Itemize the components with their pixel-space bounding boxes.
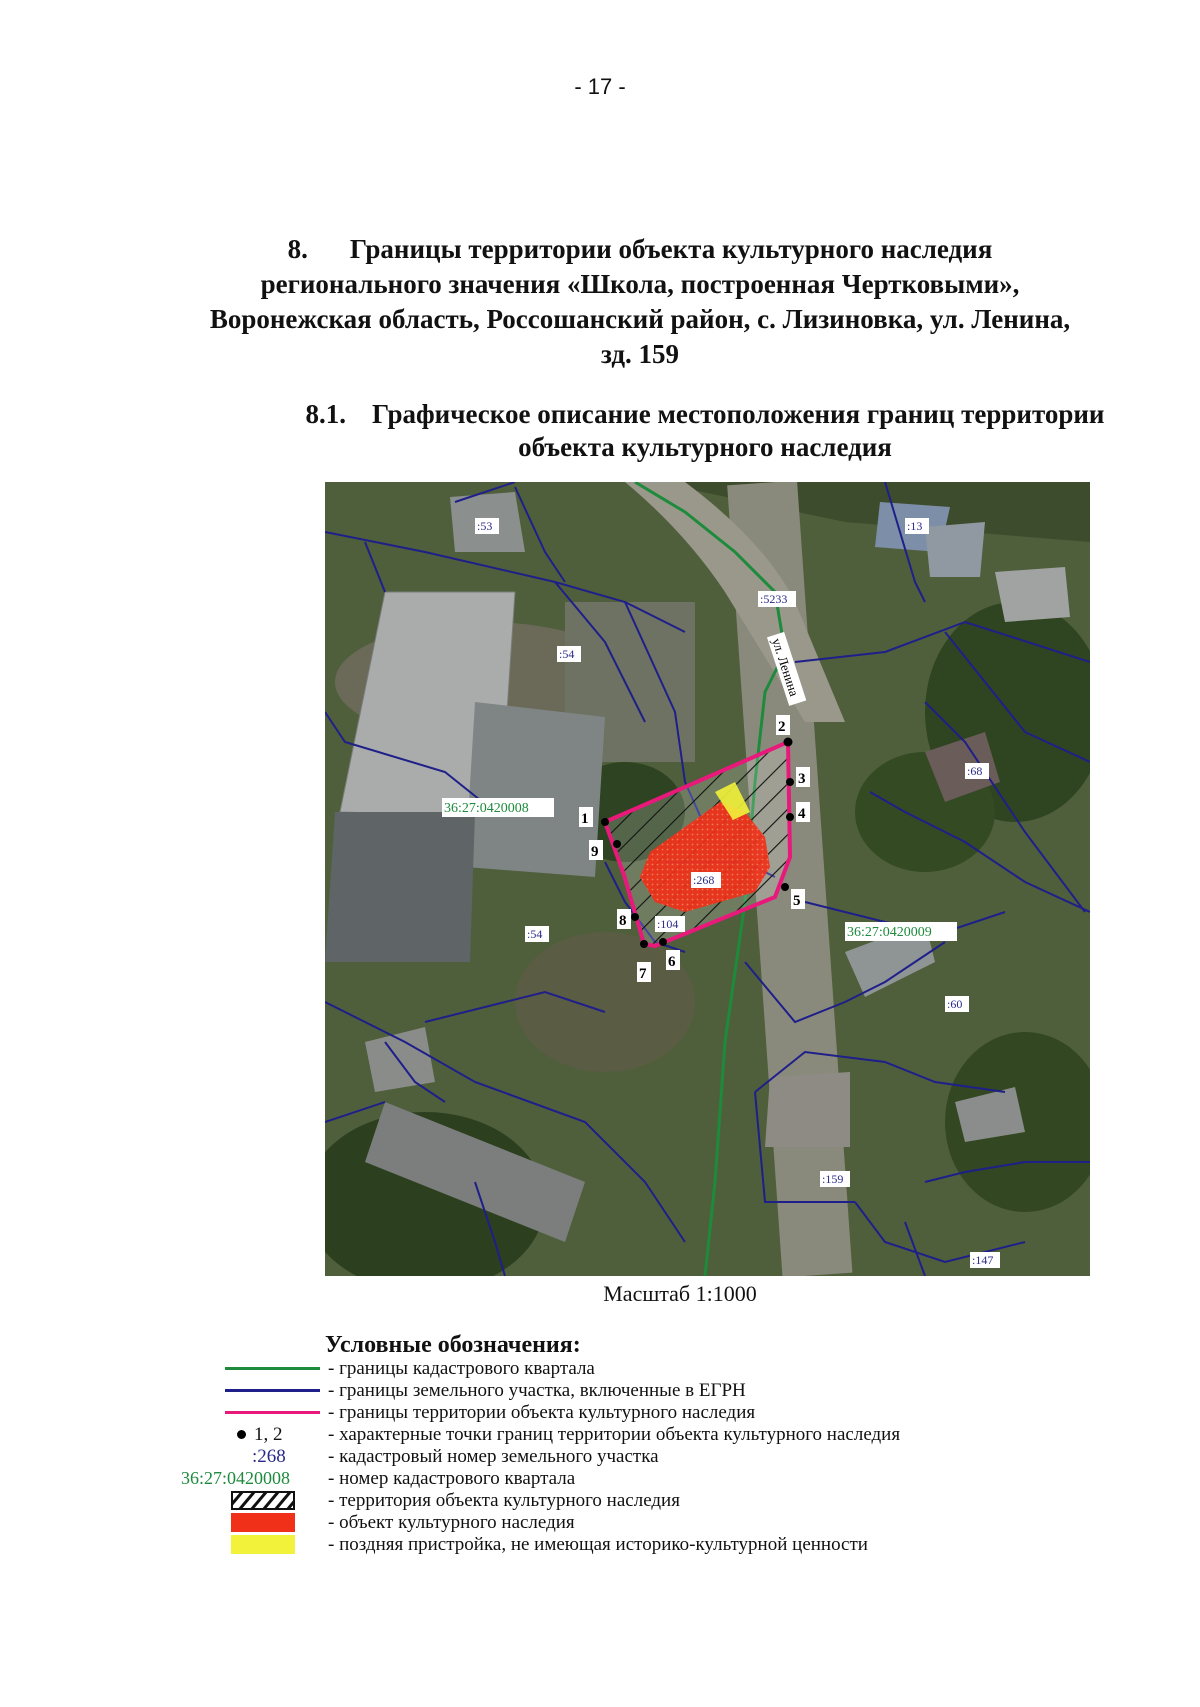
navy-line-swatch bbox=[225, 1389, 320, 1392]
point-label-7: 7 bbox=[639, 966, 647, 982]
title-line-4: зд. 159 bbox=[600, 339, 680, 369]
legend-item-late-extension: - поздняя пристройка, не имеющая историко-культурной ценности bbox=[190, 1534, 1190, 1556]
legend-item-parcel-boundary: - границы земельного участка, включенные в ЕГРН bbox=[190, 1380, 1190, 1402]
legend-item-quarter-boundary: - границы кадастрового квартала bbox=[190, 1358, 1190, 1380]
subtitle-line-1: Графическое описание местоположения границ территории bbox=[372, 399, 1105, 429]
point-label-1: 1 bbox=[581, 811, 589, 827]
legend-item-points: 1, 2 - характерные точки границ территории объекта культурного наследия bbox=[190, 1424, 1190, 1446]
point-7 bbox=[640, 940, 648, 948]
point-label-4: 4 bbox=[798, 806, 806, 822]
legend-item-heritage-boundary: - границы территории объекта культурного наследия bbox=[190, 1402, 1190, 1424]
map-scale: Масштаб 1:1000 bbox=[603, 1281, 757, 1306]
point-label-6: 6 bbox=[668, 954, 676, 970]
point-1 bbox=[601, 818, 609, 826]
legend-item-parcel-number: :268 - кадастровый номер земельного участка bbox=[252, 1446, 659, 1467]
point-label-2: 2 bbox=[778, 719, 786, 735]
legend-title: Условные обозначения: bbox=[325, 1332, 581, 1358]
parcel-label-68: :68 bbox=[967, 764, 983, 778]
red-swatch bbox=[231, 1513, 295, 1532]
point-label-5: 5 bbox=[793, 893, 801, 909]
point-3 bbox=[786, 778, 794, 786]
parcel-label-54a: :54 bbox=[559, 647, 575, 661]
green-line-swatch bbox=[225, 1367, 320, 1370]
quarter-label-0420009: 36:27:0420009 bbox=[847, 925, 932, 940]
point-2 bbox=[784, 738, 793, 747]
point-8 bbox=[631, 913, 639, 921]
subsection-number: 8.1. bbox=[305, 399, 346, 429]
quarter-label-0420008: 36:27:0420008 bbox=[444, 801, 529, 816]
page-number: - 17 - bbox=[574, 74, 626, 99]
parcel-label-13: :13 bbox=[907, 519, 923, 533]
parcel-label-268: :268 bbox=[693, 873, 715, 887]
parcel-label-104: :104 bbox=[657, 917, 679, 931]
point-9 bbox=[613, 840, 621, 848]
title-line-1: Границы территории объекта культурного наследия bbox=[349, 234, 993, 264]
magenta-line-swatch bbox=[225, 1411, 320, 1414]
parcel-label-54b: :54 bbox=[527, 927, 543, 941]
subsection-title bbox=[270, 398, 1140, 464]
title-line-3: Воронежская область, Россошанский район, с. Лизиновка, ул. Ленина, bbox=[209, 304, 1071, 334]
point-label-8: 8 bbox=[619, 913, 627, 929]
parcel-label-147: :147 bbox=[972, 1253, 994, 1267]
parcel-label-60: :60 bbox=[947, 997, 963, 1011]
point-5 bbox=[781, 883, 789, 891]
subtitle-line-2: объекта культурного наследия bbox=[518, 432, 892, 462]
parcel-label-5233: :5233 bbox=[760, 592, 788, 606]
hatch-swatch bbox=[231, 1491, 295, 1510]
yellow-swatch bbox=[231, 1535, 295, 1554]
point-icon bbox=[237, 1430, 246, 1439]
title-line-2: регионального значения «Школа, построенная Чертковыми», bbox=[260, 269, 1020, 299]
legend-item-heritage-object: - объект культурного наследия bbox=[190, 1512, 1190, 1534]
section-number: 8. bbox=[287, 234, 308, 264]
street-label: ул. Ленина bbox=[769, 636, 802, 699]
cadastral-map bbox=[325, 482, 1090, 1276]
point-label-9: 9 bbox=[591, 844, 599, 860]
legend-item-quarter-number: 36:27:0420008 - номер кадастрового квартала bbox=[181, 1468, 576, 1489]
parcel-label-53: :53 bbox=[477, 519, 493, 533]
legend-item-heritage-territory: - территория объекта культурного наследия bbox=[190, 1490, 1190, 1512]
point-6 bbox=[659, 938, 667, 946]
section-title bbox=[200, 232, 1080, 372]
point-label-3: 3 bbox=[798, 771, 806, 787]
parcel-label-159: :159 bbox=[822, 1172, 844, 1186]
point-4 bbox=[786, 813, 794, 821]
